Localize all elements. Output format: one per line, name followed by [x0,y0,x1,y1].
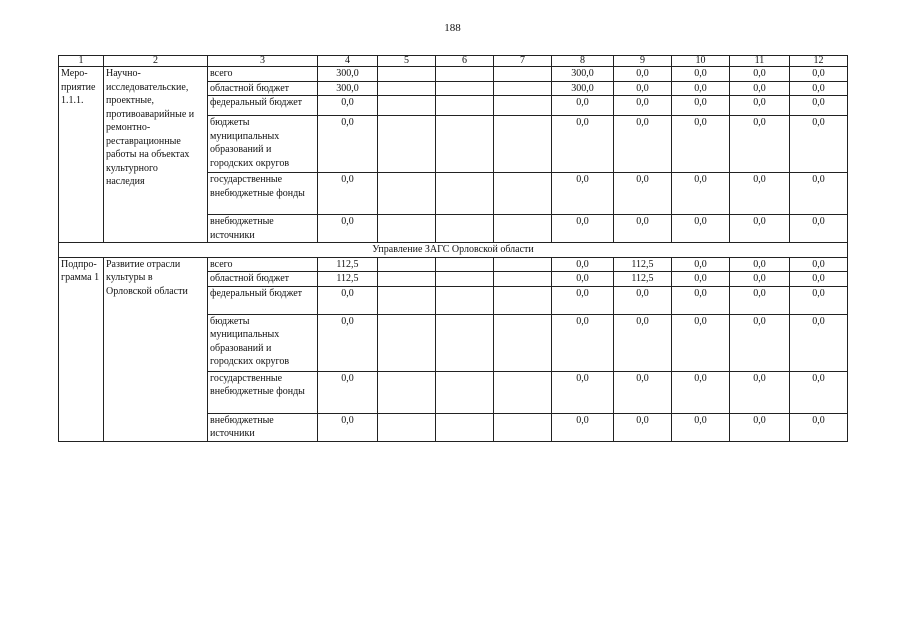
value-cell-12: 0,0 [790,173,848,215]
value-cell-6 [436,173,494,215]
value-cell-10: 0,0 [672,116,730,173]
value-cell-7 [494,413,552,441]
item-name-line: исследовательские, [106,81,189,93]
funding-source: федеральный бюджет [208,96,318,116]
value-cell-12: 0,0 [790,257,848,272]
value-cell-11: 0,0 [730,116,790,173]
item-code [59,257,104,441]
funding-source: государственные внебюджетные фонды [208,371,318,413]
value-cell-6 [436,67,494,82]
value-cell-6 [436,272,494,287]
header-cell-3: 3 [208,56,318,67]
header-cell-5: 5 [378,56,436,67]
value-cell-4: 0,0 [318,96,378,116]
value-cell-11: 0,0 [730,371,790,413]
header-cell-8: 8 [552,56,614,67]
value-cell-5 [378,67,436,82]
item-name-line: ремонтно- [106,122,151,133]
value-cell-7 [494,314,552,371]
value-cell-12: 0,0 [790,272,848,287]
value-cell-6 [436,116,494,173]
value-cell-5 [378,371,436,413]
value-cell-12: 0,0 [790,81,848,96]
value-cell-7 [494,371,552,413]
value-cell-8: 0,0 [552,272,614,287]
value-cell-5 [378,257,436,272]
header-cell-4: 4 [318,56,378,67]
budget-table [58,55,848,442]
funding-source: внебюджетные источники [208,215,318,243]
value-cell-11: 0,0 [730,96,790,116]
value-cell-7 [494,96,552,116]
value-cell-10: 0,0 [672,371,730,413]
value-cell-6 [436,286,494,314]
value-cell-8: 300,0 [552,67,614,82]
header-cell-11: 11 [730,56,790,67]
table-body [59,56,848,442]
value-cell-5 [378,173,436,215]
header-cell-7: 7 [494,56,552,67]
value-cell-5 [378,314,436,371]
value-cell-10: 0,0 [672,413,730,441]
item-code-line: приятие [61,81,96,93]
item-name-line: Научно- [106,68,141,79]
item-code-line: 1.1.1. [61,95,84,106]
section-title-row [59,243,848,258]
value-cell-4: 0,0 [318,215,378,243]
funding-source: всего [208,257,318,272]
value-cell-8: 0,0 [552,215,614,243]
header-row [59,56,848,67]
value-cell-10: 0,0 [672,173,730,215]
item-code [59,67,104,243]
value-cell-7 [494,116,552,173]
value-cell-7 [494,286,552,314]
value-cell-5 [378,413,436,441]
value-cell-8: 0,0 [552,314,614,371]
item-code-line: Подпро- [61,258,97,270]
item-name-line: реставрационные [106,135,181,147]
value-cell-11: 0,0 [730,81,790,96]
funding-source: областной бюджет [208,81,318,96]
value-cell-8: 0,0 [552,96,614,116]
item-name [104,67,208,243]
header-cell-12: 12 [790,56,848,67]
value-cell-6 [436,413,494,441]
value-cell-9: 0,0 [614,116,672,173]
item-name-line: Развитие отрасли [106,258,181,270]
value-cell-8: 0,0 [552,257,614,272]
item-name-line: культурного [106,162,158,174]
value-cell-12: 0,0 [790,67,848,82]
value-cell-9: 0,0 [614,81,672,96]
item-name-line: проектные, [106,95,155,106]
table-row [59,67,848,82]
funding-source: бюджеты муниципальных образований и городских округов [208,116,318,173]
value-cell-4: 112,5 [318,272,378,287]
value-cell-10: 0,0 [672,215,730,243]
value-cell-11: 0,0 [730,173,790,215]
value-cell-6 [436,371,494,413]
value-cell-7 [494,67,552,82]
value-cell-8: 0,0 [552,286,614,314]
value-cell-11: 0,0 [730,272,790,287]
value-cell-9: 0,0 [614,96,672,116]
value-cell-8: 0,0 [552,371,614,413]
value-cell-6 [436,314,494,371]
item-name-line: Орловской области [106,285,188,297]
value-cell-10: 0,0 [672,272,730,287]
value-cell-10: 0,0 [672,81,730,96]
funding-source: внебюджетные источники [208,413,318,441]
value-cell-4: 0,0 [318,413,378,441]
value-cell-9: 0,0 [614,215,672,243]
value-cell-8: 0,0 [552,116,614,173]
value-cell-4: 0,0 [318,116,378,173]
value-cell-5 [378,116,436,173]
value-cell-10: 0,0 [672,67,730,82]
value-cell-7 [494,173,552,215]
item-code-line: грамма 1 [61,272,100,283]
header-cell-10: 10 [672,56,730,67]
value-cell-6 [436,96,494,116]
header-cell-2: 2 [104,56,208,67]
value-cell-8: 0,0 [552,413,614,441]
item-name [104,257,208,441]
value-cell-9: 112,5 [614,272,672,287]
value-cell-5 [378,286,436,314]
header-cell-6: 6 [436,56,494,67]
value-cell-11: 0,0 [730,413,790,441]
funding-source: областной бюджет [208,272,318,287]
value-cell-10: 0,0 [672,96,730,116]
value-cell-4: 0,0 [318,173,378,215]
value-cell-9: 0,0 [614,413,672,441]
value-cell-12: 0,0 [790,413,848,441]
value-cell-7 [494,272,552,287]
value-cell-9: 112,5 [614,257,672,272]
section-title: Управление ЗАГС Орловской области [59,243,848,258]
funding-source: федеральный бюджет [208,286,318,314]
value-cell-7 [494,81,552,96]
value-cell-9: 0,0 [614,371,672,413]
value-cell-9: 0,0 [614,286,672,314]
funding-source: всего [208,67,318,82]
header-cell-1: 1 [59,56,104,67]
value-cell-7 [494,215,552,243]
item-name-line: противоаварийные и [106,108,195,120]
value-cell-11: 0,0 [730,215,790,243]
item-code-line: Меро- [61,68,88,79]
value-cell-9: 0,0 [614,173,672,215]
value-cell-9: 0,0 [614,314,672,371]
value-cell-6 [436,215,494,243]
value-cell-6 [436,257,494,272]
value-cell-12: 0,0 [790,314,848,371]
value-cell-4: 112,5 [318,257,378,272]
value-cell-7 [494,257,552,272]
value-cell-9: 0,0 [614,67,672,82]
value-cell-4: 300,0 [318,81,378,96]
value-cell-8: 0,0 [552,173,614,215]
page-number: 188 [444,22,461,34]
value-cell-10: 0,0 [672,314,730,371]
funding-source: бюджеты муниципальных образований и городских округов [208,314,318,371]
value-cell-12: 0,0 [790,96,848,116]
value-cell-12: 0,0 [790,286,848,314]
value-cell-4: 0,0 [318,314,378,371]
value-cell-11: 0,0 [730,314,790,371]
value-cell-11: 0,0 [730,257,790,272]
value-cell-11: 0,0 [730,286,790,314]
item-name-line: наследия [106,176,145,187]
value-cell-5 [378,96,436,116]
value-cell-5 [378,81,436,96]
value-cell-5 [378,215,436,243]
value-cell-4: 300,0 [318,67,378,82]
funding-source: государственные внебюджетные фонды [208,173,318,215]
item-name-line: культуры в [106,272,153,283]
value-cell-5 [378,272,436,287]
value-cell-6 [436,81,494,96]
value-cell-4: 0,0 [318,371,378,413]
value-cell-12: 0,0 [790,116,848,173]
value-cell-12: 0,0 [790,371,848,413]
table-row [59,257,848,272]
item-name-line: работы на объектах [106,149,190,160]
value-cell-10: 0,0 [672,257,730,272]
value-cell-8: 300,0 [552,81,614,96]
header-cell-9: 9 [614,56,672,67]
value-cell-12: 0,0 [790,215,848,243]
value-cell-10: 0,0 [672,286,730,314]
value-cell-11: 0,0 [730,67,790,82]
value-cell-4: 0,0 [318,286,378,314]
